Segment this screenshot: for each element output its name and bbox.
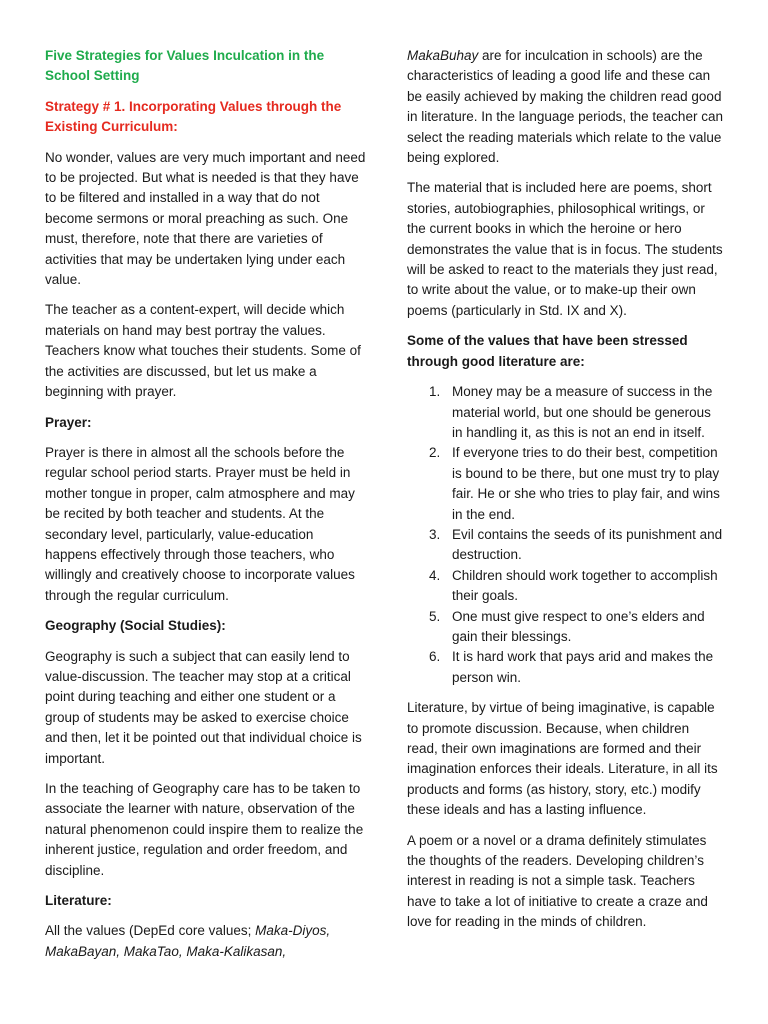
list-number: 3. xyxy=(429,526,441,542)
list-item xyxy=(407,443,723,525)
list-item-text: Money may be a measure of success in the material world, but one should be generous in handling it, as this is not an end in itself. xyxy=(452,384,713,440)
imagination-paragraph: Literature, by virtue of being imaginative, is capable to promote discussion. Because, when children read, their own imaginations are formed and their imagination enforces their ideals. Literature, in all its products and forms (as history, story, etc.) modify these ideals and has a lasting influence. xyxy=(407,700,718,818)
list-item-text: Children should work together to accomplish their goals. xyxy=(452,567,718,604)
list-number: 4. xyxy=(429,567,441,583)
list-item xyxy=(407,566,723,607)
list-item xyxy=(407,607,723,648)
values-list-heading: Some of the values that have been stressed through good literature are: xyxy=(407,333,688,369)
list-number: 1. xyxy=(429,384,441,400)
geography-paragraph-2: In the teaching of Geography care has to be taken to associate the learner with nature, observation of the natural phenomenon could inspire them to realize the inherent justice, regulation and order freedom, and discipline. xyxy=(45,781,364,878)
right-column xyxy=(407,46,723,943)
literature-paragraph-text: All the values (DepEd core values; xyxy=(45,923,256,939)
list-number: 2. xyxy=(429,445,441,461)
materials-paragraph: The material that is included here are poems, short stories, autobiographies, philosophical writings, or the current books in which the heroine or hero demonstrates the value that is in focus. The students will be asked to react to the materials they just read, to write about the value, or to make-up their own poems (particularly in Std. IX and X). xyxy=(407,180,723,318)
list-item-text: It is hard work that pays arid and makes the person win. xyxy=(452,649,714,685)
literature-paragraph-continued xyxy=(407,46,723,168)
geography-paragraph-1: Geography is such a subject that can easily lend to value-discussion. The teacher may stop at a critical point during teaching and either one student or a group of students may be asked to exercise choice and then, let it be pointed out that individual choice is important. xyxy=(45,648,362,766)
list-item xyxy=(407,525,723,566)
list-item-text: Evil contains the seeds of its punishment and destruction. xyxy=(452,526,723,563)
list-item xyxy=(407,647,723,688)
strategy-heading: Strategy # 1. Incorporating Values through the Existing Curriculum: xyxy=(45,98,342,135)
list-item-text: If everyone tries to do their best, competition is bound to be there, but one must try to play fair. He or she who tries to play fair, and wins in the end. xyxy=(452,445,720,522)
literature-heading: Literature: xyxy=(45,893,112,909)
left-column xyxy=(45,46,367,972)
prayer-paragraph: Prayer is there in almost all the schools before the regular school period starts. Prayer must be held in mother tongue in proper, calm atmosphere and may be recited by both teacher and students. At the secondary level, particularly, value-education happens effectively through those teachers, who willingly and creatively choose to incorporate values through the regular curriculum. xyxy=(45,444,355,603)
core-values-italic: Maka-Diyos, MakaBayan, MakaTao, Maka-Kalikasan, xyxy=(45,923,331,959)
makabuhay-italic: MakaBuhay xyxy=(407,48,479,63)
literature-paragraph-start xyxy=(45,921,367,962)
prayer-heading: Prayer: xyxy=(45,414,92,430)
values-list xyxy=(407,382,723,688)
list-number: 5. xyxy=(429,608,441,624)
continued-text: are for inculcation in schools) are the characteristics of leading a good life and these can be easily achieved by making the children read good in literature. In the language periods, the teacher can select the reading materials which relate to the value being explored. xyxy=(407,48,723,166)
list-item-text: One must give respect to one’s elders and gain their blessings. xyxy=(452,608,705,644)
intro-paragraph-1: No wonder, values are very much important and need to be projected. But what is needed is that they have to be filtered and installed in a way that do not become sermons or moral preaching as such. One must, therefore, note that there are varieties of activities that may be undertaken lying under each value. xyxy=(45,149,366,288)
reading-interest-paragraph: A poem or a novel or a drama definitely stimulates the thoughts of the readers. Developing children’s interest in reading is not a simple task. Teachers have to take a lot of initiative to create a craze and love for reading in the minds of children. xyxy=(407,832,708,930)
geography-heading: Geography (Social Studies): xyxy=(45,618,226,634)
list-number: 6. xyxy=(429,649,441,665)
document-title: Five Strategies for Values Inculcation in the School Setting xyxy=(45,48,325,84)
list-item xyxy=(407,382,723,443)
intro-paragraph-2: The teacher as a content-expert, will decide which materials on hand may best portray the values. Teachers know what touches their students. Some of the activities are discussed, but let us make a beginning with prayer. xyxy=(45,302,361,400)
